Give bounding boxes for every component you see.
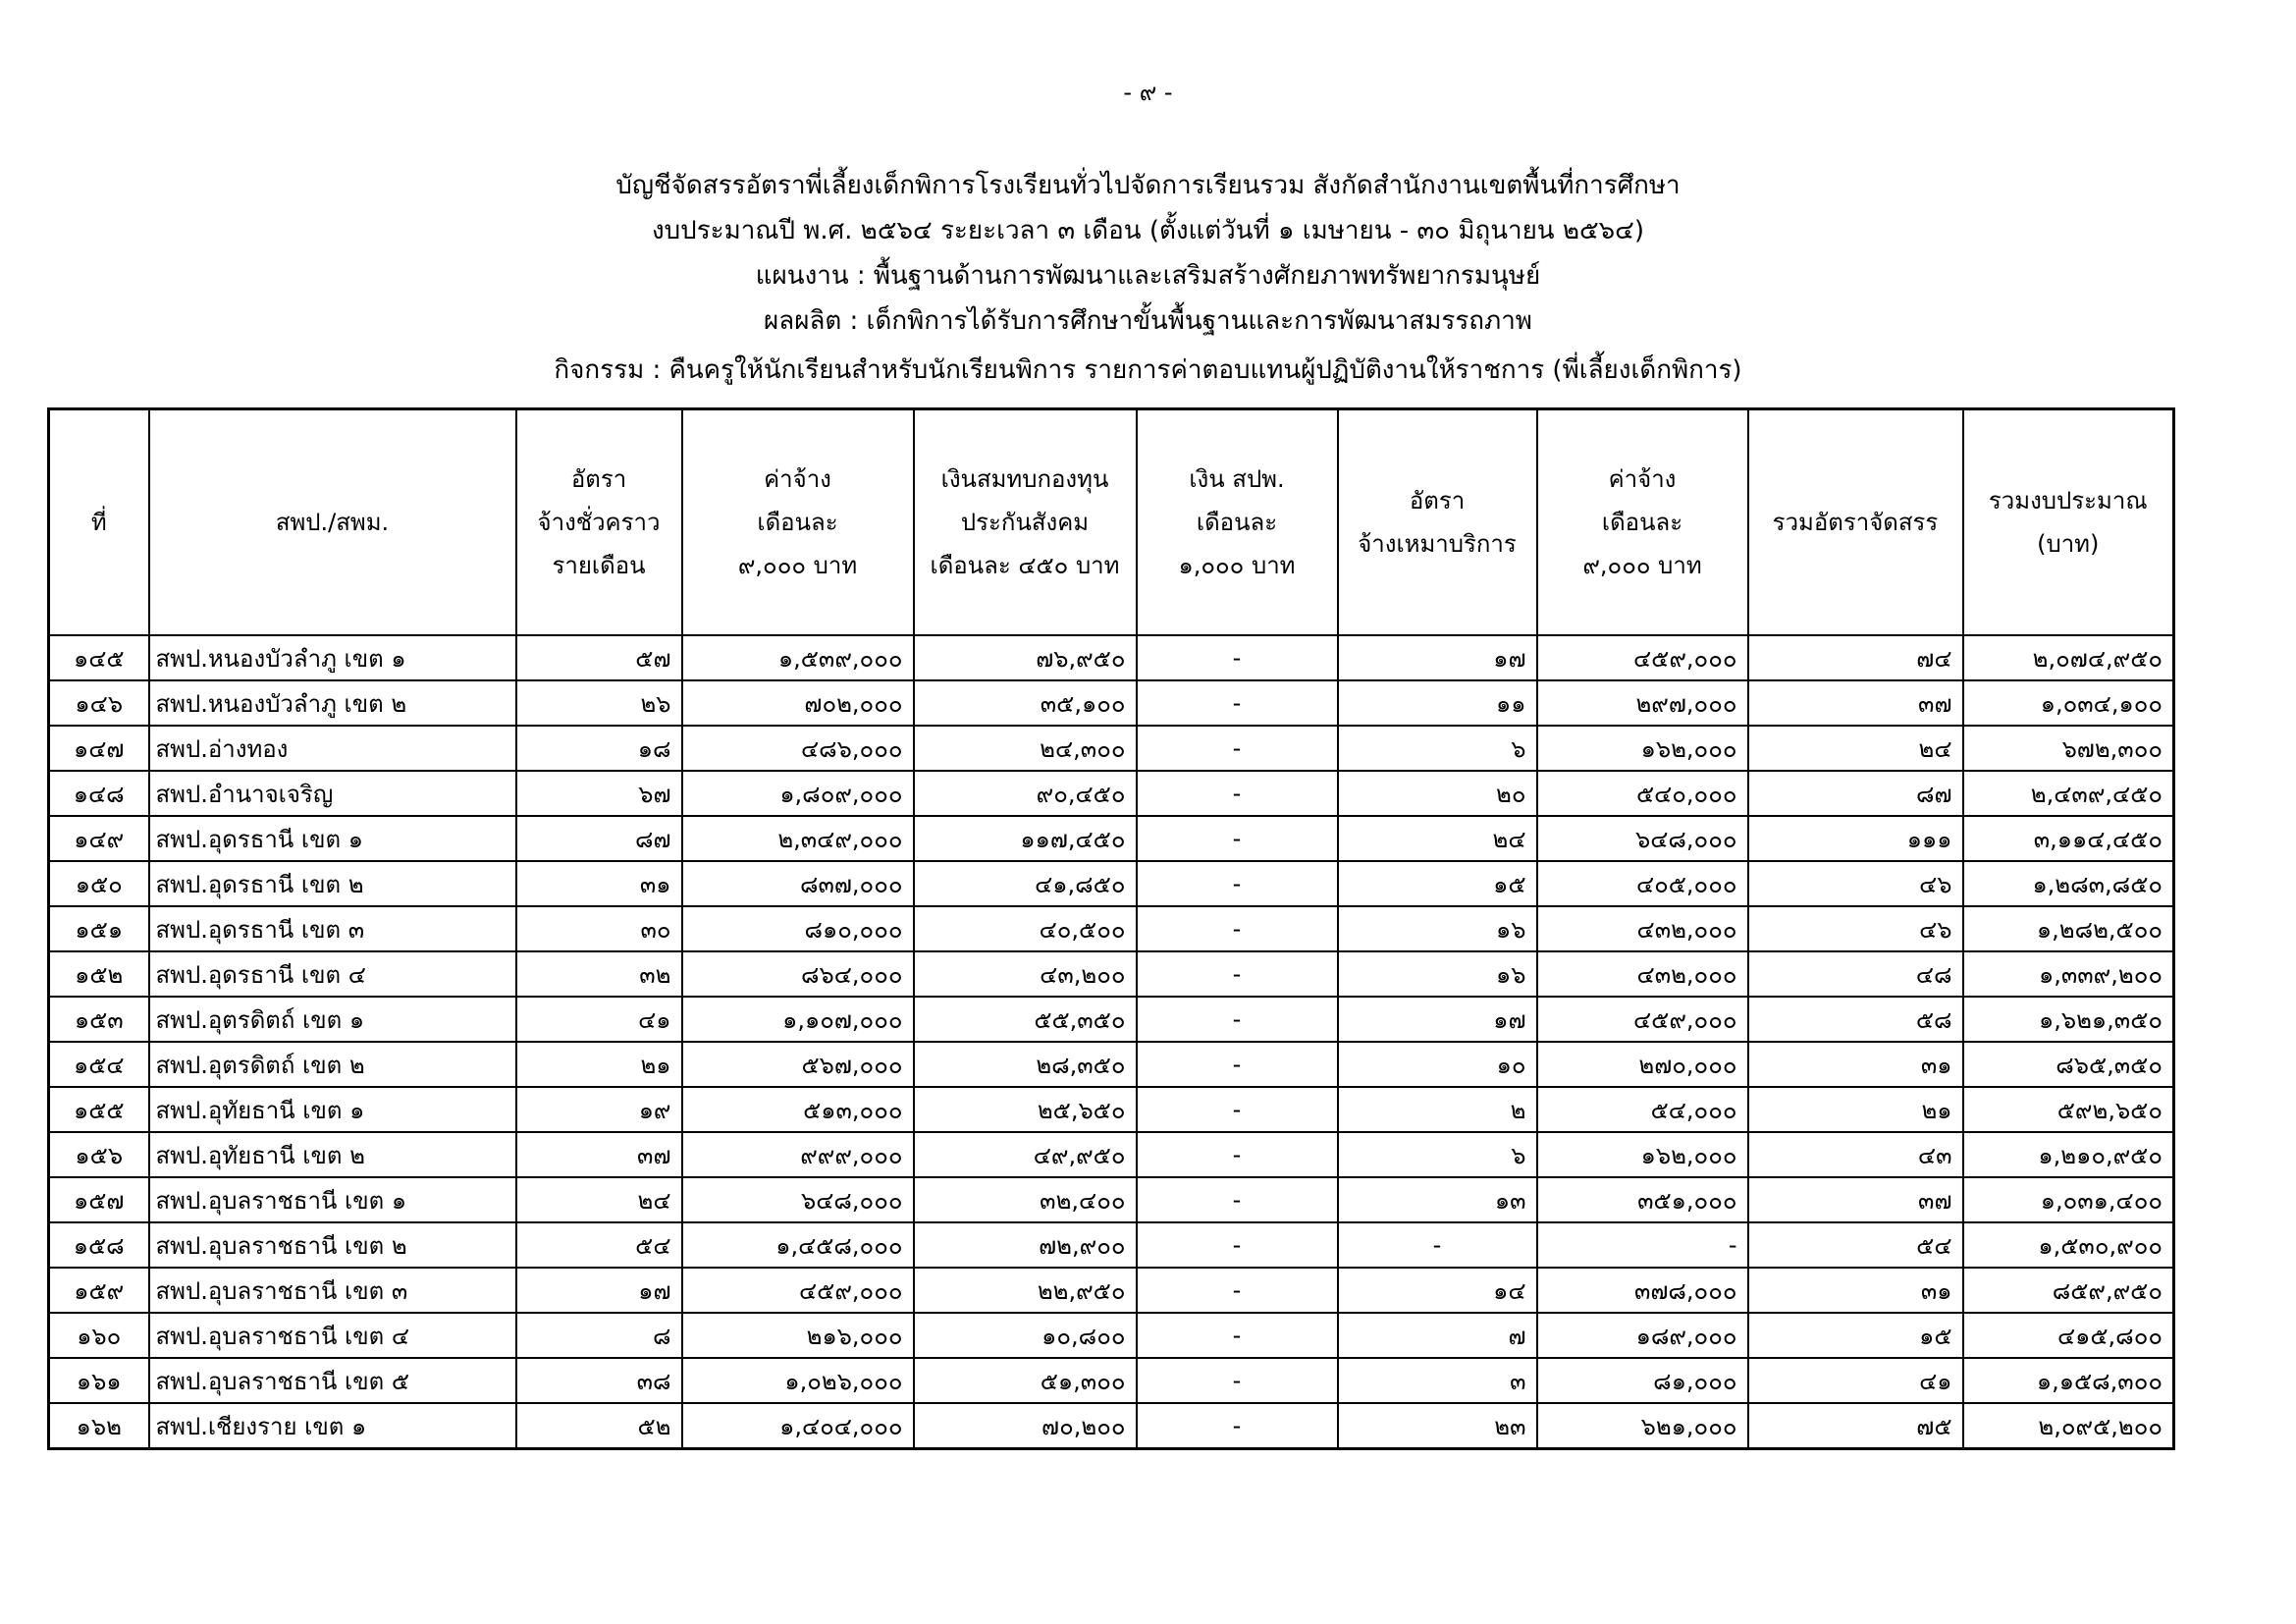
- cell-service-rate: ๑๕: [1338, 861, 1537, 906]
- header-total-rate: [1748, 409, 1963, 636]
- cell-total-budget: ๕๙๒,๖๕๐: [1963, 1087, 2174, 1132]
- cell-total-rate: ๔๑: [1748, 1358, 1963, 1403]
- cell-service-rate: ๗: [1338, 1313, 1537, 1358]
- header-text-line: ๑,๐๐๐ บาท: [1178, 552, 1296, 579]
- header-text-line: เดือนละ ๔๕๐ บาท: [930, 552, 1120, 579]
- cell-total-rate: ๔๖: [1748, 906, 1963, 951]
- cell-service-rate: ๒๔: [1338, 816, 1537, 861]
- cell-temp-wage: ๗๐๒,๐๐๐: [682, 680, 914, 726]
- cell-spp: -: [1137, 816, 1338, 861]
- cell-total-budget: ๑,๒๘๒,๕๐๐: [1963, 906, 2174, 951]
- header-text-line: รายเดือน: [552, 552, 646, 579]
- table-row: [49, 635, 2174, 680]
- cell-temp-rate: ๔๑: [516, 997, 682, 1042]
- cell-total-budget: ๒,๐๙๕,๒๐๐: [1963, 1403, 2174, 1449]
- cell-service-rate: ๑๖: [1338, 951, 1537, 997]
- cell-office: สพป.อุตรดิตถ์ เขต ๑: [149, 997, 516, 1042]
- header-temp-rate: [516, 409, 682, 636]
- header-text-line: รวมงบประมาณ: [1988, 487, 2148, 514]
- cell-spp: -: [1137, 1403, 1338, 1449]
- header-text-line: ประกันสังคม: [960, 509, 1090, 536]
- cell-temp-wage: ๒๑๖,๐๐๐: [682, 1313, 914, 1358]
- cell-no: ๑๕๘: [49, 1222, 149, 1268]
- cell-temp-rate: ๕๔: [516, 1222, 682, 1268]
- cell-social-security: ๕๕,๓๕๐: [914, 997, 1137, 1042]
- table-row: [49, 1358, 2174, 1403]
- cell-service-wage: ๔๕๙,๐๐๐: [1537, 997, 1748, 1042]
- cell-total-rate: ๓๗: [1748, 680, 1963, 726]
- cell-social-security: ๕๑,๓๐๐: [914, 1358, 1137, 1403]
- cell-total-rate: ๓๗: [1748, 1177, 1963, 1222]
- cell-temp-wage: ๘๑๐,๐๐๐: [682, 906, 914, 951]
- cell-service-wage: -: [1537, 1222, 1748, 1268]
- header-text-line: เงิน สปพ.: [1189, 465, 1285, 493]
- cell-office: สพป.หนองบัวลำภู เขต ๑: [149, 635, 516, 680]
- cell-spp: -: [1137, 680, 1338, 726]
- cell-total-budget: ๑,๓๓๙,๒๐๐: [1963, 951, 2174, 997]
- cell-total-budget: ๑,๐๓๑,๔๐๐: [1963, 1177, 2174, 1222]
- cell-no: ๑๔๘: [49, 771, 149, 816]
- header-temp-wage: [682, 409, 914, 636]
- cell-office: สพป.อุดรธานี เขต ๑: [149, 816, 516, 861]
- cell-total-budget: ๒,๐๗๔,๙๕๐: [1963, 635, 2174, 680]
- header-text-line: อัตรา: [570, 465, 627, 493]
- cell-no: ๑๕๗: [49, 1177, 149, 1222]
- header-text-line: จ้างเหมาบริการ: [1358, 530, 1517, 558]
- header-text-line: จ้างชั่วคราว: [537, 509, 661, 536]
- cell-service-rate: ๑๑: [1338, 680, 1537, 726]
- header-text-line: ที่: [90, 509, 107, 536]
- cell-service-rate: -: [1338, 1222, 1537, 1268]
- header-text-line: ค่าจ้าง: [764, 465, 831, 493]
- cell-office: สพป.อุบลราชธานี เขต ๕: [149, 1358, 516, 1403]
- cell-service-wage: ๒๗๐,๐๐๐: [1537, 1042, 1748, 1087]
- table-row: [49, 1042, 2174, 1087]
- cell-total-budget: ๘๖๕,๓๕๐: [1963, 1042, 2174, 1087]
- cell-temp-wage: ๘๓๗,๐๐๐: [682, 861, 914, 906]
- cell-service-rate: ๑๗: [1338, 635, 1537, 680]
- allocation-table-container: [47, 407, 2172, 1450]
- table-row: [49, 1177, 2174, 1222]
- cell-service-rate: ๒๓: [1338, 1403, 1537, 1449]
- cell-no: ๑๔๕: [49, 635, 149, 680]
- header-text-line: ๙,๐๐๐ บาท: [737, 552, 858, 579]
- cell-total-budget: ๘๕๙,๙๕๐: [1963, 1268, 2174, 1313]
- cell-temp-rate: ๓๒: [516, 951, 682, 997]
- cell-temp-rate: ๘๗: [516, 816, 682, 861]
- header-text-line: อัตรา: [1409, 487, 1466, 514]
- cell-office: สพป.อุบลราชธานี เขต ๓: [149, 1268, 516, 1313]
- page-number: - ๙ -: [1123, 79, 1173, 106]
- table-row: [49, 771, 2174, 816]
- cell-total-rate: ๔๓: [1748, 1132, 1963, 1177]
- title-line-output: ผลผลิต : เด็กพิการได้รับการศึกษาขั้นพื้นฐานและการพัฒนาสมรรถภาพ: [764, 306, 1532, 336]
- table-body: [49, 635, 2174, 1449]
- table-header-row: [49, 409, 2174, 636]
- table-row: [49, 997, 2174, 1042]
- cell-office: สพป.อุดรธานี เขต ๔: [149, 951, 516, 997]
- cell-temp-wage: ๔๘๖,๐๐๐: [682, 726, 914, 771]
- cell-social-security: ๑๑๗,๔๕๐: [914, 816, 1137, 861]
- cell-service-rate: ๖: [1338, 726, 1537, 771]
- cell-social-security: ๓๕,๑๐๐: [914, 680, 1137, 726]
- cell-total-rate: ๒๑: [1748, 1087, 1963, 1132]
- cell-service-wage: ๖๔๘,๐๐๐: [1537, 816, 1748, 861]
- cell-no: ๑๕๐: [49, 861, 149, 906]
- cell-spp: -: [1137, 1222, 1338, 1268]
- cell-total-rate: ๘๗: [1748, 771, 1963, 816]
- cell-temp-rate: ๓๐: [516, 906, 682, 951]
- cell-no: ๑๖๑: [49, 1358, 149, 1403]
- cell-office: สพป.อุดรธานี เขต ๓: [149, 906, 516, 951]
- header-text-line: เดือนละ: [1601, 509, 1683, 536]
- cell-total-rate: ๔๘: [1748, 951, 1963, 997]
- cell-service-rate: ๑๔: [1338, 1268, 1537, 1313]
- cell-service-rate: ๒: [1338, 1087, 1537, 1132]
- cell-temp-rate: ๑๘: [516, 726, 682, 771]
- cell-temp-rate: ๓๘: [516, 1358, 682, 1403]
- cell-service-wage: ๑๖๒,๐๐๐: [1537, 1132, 1748, 1177]
- cell-total-budget: ๖๗๒,๓๐๐: [1963, 726, 2174, 771]
- cell-service-wage: ๕๔๐,๐๐๐: [1537, 771, 1748, 816]
- cell-total-rate: ๕๔: [1748, 1222, 1963, 1268]
- cell-office: สพป.อุดรธานี เขต ๒: [149, 861, 516, 906]
- cell-social-security: ๒๕,๖๕๐: [914, 1087, 1137, 1132]
- allocation-table: [47, 407, 2175, 1450]
- cell-social-security: ๔๑,๘๕๐: [914, 861, 1137, 906]
- header-text-line: เงินสมทบกองทุน: [940, 465, 1109, 493]
- header-text-line: (บาท): [2037, 530, 2100, 558]
- table-row: [49, 1313, 2174, 1358]
- header-office: [149, 409, 516, 636]
- cell-spp: -: [1137, 771, 1338, 816]
- cell-no: ๑๕๔: [49, 1042, 149, 1087]
- cell-spp: -: [1137, 997, 1338, 1042]
- cell-temp-wage: ๒,๓๔๙,๐๐๐: [682, 816, 914, 861]
- table-row: [49, 816, 2174, 861]
- cell-service-rate: ๒๐: [1338, 771, 1537, 816]
- table-row: [49, 726, 2174, 771]
- cell-service-rate: ๓: [1338, 1358, 1537, 1403]
- cell-temp-wage: ๑,๑๐๗,๐๐๐: [682, 997, 914, 1042]
- title-line-plan: แผนงาน : พื้นฐานด้านการพัฒนาและเสริมสร้างศักยภาพทรัพยากรมนุษย์: [755, 261, 1541, 291]
- cell-temp-rate: ๒๔: [516, 1177, 682, 1222]
- cell-service-wage: ๑๖๒,๐๐๐: [1537, 726, 1748, 771]
- cell-total-budget: ๒,๔๓๙,๔๕๐: [1963, 771, 2174, 816]
- table-row: [49, 1268, 2174, 1313]
- cell-temp-wage: ๕๑๓,๐๐๐: [682, 1087, 914, 1132]
- cell-social-security: ๗๖,๙๕๐: [914, 635, 1137, 680]
- cell-total-rate: ๕๘: [1748, 997, 1963, 1042]
- cell-no: ๑๕๕: [49, 1087, 149, 1132]
- cell-temp-rate: ๑๗: [516, 1268, 682, 1313]
- header-service-rate: [1338, 409, 1537, 636]
- cell-total-budget: ๓,๑๑๔,๔๕๐: [1963, 816, 2174, 861]
- cell-total-rate: ๗๕: [1748, 1403, 1963, 1449]
- cell-service-wage: ๔๕๙,๐๐๐: [1537, 635, 1748, 680]
- cell-service-wage: ๖๒๑,๐๐๐: [1537, 1403, 1748, 1449]
- cell-spp: -: [1137, 951, 1338, 997]
- cell-social-security: ๓๒,๔๐๐: [914, 1177, 1137, 1222]
- cell-total-budget: ๑,๑๕๘,๓๐๐: [1963, 1358, 2174, 1403]
- cell-spp: -: [1137, 726, 1338, 771]
- cell-office: สพป.อุบลราชธานี เขต ๑: [149, 1177, 516, 1222]
- cell-office: สพป.อำนาจเจริญ: [149, 771, 516, 816]
- cell-service-wage: ๔๓๒,๐๐๐: [1537, 951, 1748, 997]
- cell-temp-rate: ๒๖: [516, 680, 682, 726]
- table-row: [49, 906, 2174, 951]
- cell-total-budget: ๔๑๕,๘๐๐: [1963, 1313, 2174, 1358]
- cell-service-wage: ๔๐๕,๐๐๐: [1537, 861, 1748, 906]
- cell-no: ๑๕๒: [49, 951, 149, 997]
- cell-spp: -: [1137, 1313, 1338, 1358]
- cell-service-rate: ๑๗: [1338, 997, 1537, 1042]
- header-text-line: รวมอัตราจัดสรร: [1772, 509, 1939, 536]
- cell-total-rate: ๔๖: [1748, 861, 1963, 906]
- cell-temp-wage: ๑,๔๕๘,๐๐๐: [682, 1222, 914, 1268]
- cell-social-security: ๔๙,๙๕๐: [914, 1132, 1137, 1177]
- header-text-line: เดือนละ: [757, 509, 838, 536]
- cell-temp-wage: ๑,๕๓๙,๐๐๐: [682, 635, 914, 680]
- header-social-security: [914, 409, 1137, 636]
- cell-no: ๑๔๖: [49, 680, 149, 726]
- document-title-block: [0, 163, 2296, 393]
- cell-no: ๑๖๒: [49, 1403, 149, 1449]
- cell-spp: -: [1137, 906, 1338, 951]
- cell-office: สพป.อุบลราชธานี เขต ๔: [149, 1313, 516, 1358]
- cell-total-rate: ๓๑: [1748, 1268, 1963, 1313]
- cell-service-wage: ๓๗๘,๐๐๐: [1537, 1268, 1748, 1313]
- cell-spp: -: [1137, 1042, 1338, 1087]
- cell-social-security: ๒๔,๓๐๐: [914, 726, 1137, 771]
- cell-temp-rate: ๒๑: [516, 1042, 682, 1087]
- table-row: [49, 1222, 2174, 1268]
- table-row: [49, 1087, 2174, 1132]
- cell-social-security: ๗๐,๒๐๐: [914, 1403, 1137, 1449]
- cell-total-rate: ๑๑๑: [1748, 816, 1963, 861]
- cell-office: สพป.หนองบัวลำภู เขต ๒: [149, 680, 516, 726]
- cell-service-wage: ๕๔,๐๐๐: [1537, 1087, 1748, 1132]
- cell-total-rate: ๒๔: [1748, 726, 1963, 771]
- table-row: [49, 951, 2174, 997]
- cell-social-security: ๔๓,๒๐๐: [914, 951, 1137, 997]
- cell-spp: -: [1137, 861, 1338, 906]
- cell-total-budget: ๑,๕๓๐,๙๐๐: [1963, 1222, 2174, 1268]
- cell-service-wage: ๘๑,๐๐๐: [1537, 1358, 1748, 1403]
- cell-service-rate: ๑๐: [1338, 1042, 1537, 1087]
- cell-temp-rate: ๑๙: [516, 1087, 682, 1132]
- cell-service-wage: ๔๓๒,๐๐๐: [1537, 906, 1748, 951]
- cell-temp-wage: ๙๙๙,๐๐๐: [682, 1132, 914, 1177]
- cell-temp-rate: ๕๒: [516, 1403, 682, 1449]
- cell-service-rate: ๑๖: [1338, 906, 1537, 951]
- header-service-wage: [1537, 409, 1748, 636]
- cell-social-security: ๔๐,๕๐๐: [914, 906, 1137, 951]
- cell-spp: -: [1137, 1177, 1338, 1222]
- cell-service-wage: ๑๘๙,๐๐๐: [1537, 1313, 1748, 1358]
- table-row: [49, 1132, 2174, 1177]
- cell-spp: -: [1137, 1358, 1338, 1403]
- cell-no: ๑๕๑: [49, 906, 149, 951]
- cell-service-wage: ๒๙๗,๐๐๐: [1537, 680, 1748, 726]
- cell-office: สพป.อุทัยธานี เขต ๑: [149, 1087, 516, 1132]
- cell-temp-rate: ๓๑: [516, 861, 682, 906]
- cell-social-security: ๒๒,๙๕๐: [914, 1268, 1137, 1313]
- cell-temp-wage: ๑,๔๐๔,๐๐๐: [682, 1403, 914, 1449]
- cell-office: สพป.อุทัยธานี เขต ๒: [149, 1132, 516, 1177]
- cell-spp: -: [1137, 1268, 1338, 1313]
- cell-office: สพป.อุตรดิตถ์ เขต ๒: [149, 1042, 516, 1087]
- cell-social-security: ๙๐,๔๕๐: [914, 771, 1137, 816]
- cell-total-rate: ๓๑: [1748, 1042, 1963, 1087]
- header-no: [49, 409, 149, 636]
- title-line-1: บัญชีจัดสรรอัตราพี่เลี้ยงเด็กพิการโรงเรียนทั่วไปจัดการเรียนรวม สังกัดสำนักงานเขตพื้นที่การศึกษา: [615, 171, 1681, 200]
- cell-spp: -: [1137, 1132, 1338, 1177]
- cell-office: สพป.อ่างทอง: [149, 726, 516, 771]
- cell-total-budget: ๑,๒๑๐,๙๕๐: [1963, 1132, 2174, 1177]
- cell-no: ๑๖๐: [49, 1313, 149, 1358]
- cell-total-budget: ๑,๒๘๓,๘๕๐: [1963, 861, 2174, 906]
- cell-office: สพป.อุบลราชธานี เขต ๒: [149, 1222, 516, 1268]
- header-text-line: สพป./สพม.: [275, 509, 390, 536]
- cell-total-rate: ๗๔: [1748, 635, 1963, 680]
- table-row: [49, 1403, 2174, 1449]
- cell-social-security: ๑๐,๘๐๐: [914, 1313, 1137, 1358]
- cell-no: ๑๕๓: [49, 997, 149, 1042]
- cell-temp-wage: ๔๕๙,๐๐๐: [682, 1268, 914, 1313]
- cell-temp-wage: ๕๖๗,๐๐๐: [682, 1042, 914, 1087]
- cell-service-rate: ๑๓: [1338, 1177, 1537, 1222]
- cell-temp-rate: ๘: [516, 1313, 682, 1358]
- header-total-budget: [1963, 409, 2174, 636]
- header-text-line: เดือนละ: [1196, 509, 1278, 536]
- cell-service-rate: ๖: [1338, 1132, 1537, 1177]
- cell-no: ๑๕๖: [49, 1132, 149, 1177]
- header-spp: [1137, 409, 1338, 636]
- cell-social-security: ๗๒,๙๐๐: [914, 1222, 1137, 1268]
- cell-spp: -: [1137, 635, 1338, 680]
- cell-total-budget: ๑,๐๓๔,๑๐๐: [1963, 680, 2174, 726]
- cell-social-security: ๒๘,๓๕๐: [914, 1042, 1137, 1087]
- table-row: [49, 680, 2174, 726]
- cell-no: ๑๕๙: [49, 1268, 149, 1313]
- cell-total-budget: ๑,๖๒๑,๓๕๐: [1963, 997, 2174, 1042]
- cell-service-wage: ๓๕๑,๐๐๐: [1537, 1177, 1748, 1222]
- cell-temp-rate: ๓๗: [516, 1132, 682, 1177]
- cell-spp: -: [1137, 1087, 1338, 1132]
- table-row: [49, 861, 2174, 906]
- cell-no: ๑๔๗: [49, 726, 149, 771]
- cell-temp-wage: ๑,๘๐๙,๐๐๐: [682, 771, 914, 816]
- cell-temp-wage: ๘๖๔,๐๐๐: [682, 951, 914, 997]
- cell-temp-wage: ๑,๐๒๖,๐๐๐: [682, 1358, 914, 1403]
- cell-temp-rate: ๕๗: [516, 635, 682, 680]
- cell-total-rate: ๑๕: [1748, 1313, 1963, 1358]
- header-text-line: ค่าจ้าง: [1608, 465, 1677, 493]
- cell-temp-rate: ๖๗: [516, 771, 682, 816]
- cell-no: ๑๔๙: [49, 816, 149, 861]
- cell-office: สพป.เชียงราย เขต ๑: [149, 1403, 516, 1449]
- cell-temp-wage: ๖๔๘,๐๐๐: [682, 1177, 914, 1222]
- title-line-2: งบประมาณปี พ.ศ. ๒๕๖๔ ระยะเวลา ๓ เดือน (ตั้งแต่วันที่ ๑ เมษายน - ๓๐ มิถุนายน ๒๕๖๔): [651, 216, 1644, 245]
- header-text-line: ๙,๐๐๐ บาท: [1582, 552, 1702, 579]
- title-line-activity: กิจกรรม : คืนครูให้นักเรียนสำหรับนักเรียนพิการ รายการค่าตอบแทนผู้ปฏิบัติงานให้ราชการ (พี่เลี้ยงเด็กพิการ): [554, 355, 1742, 385]
